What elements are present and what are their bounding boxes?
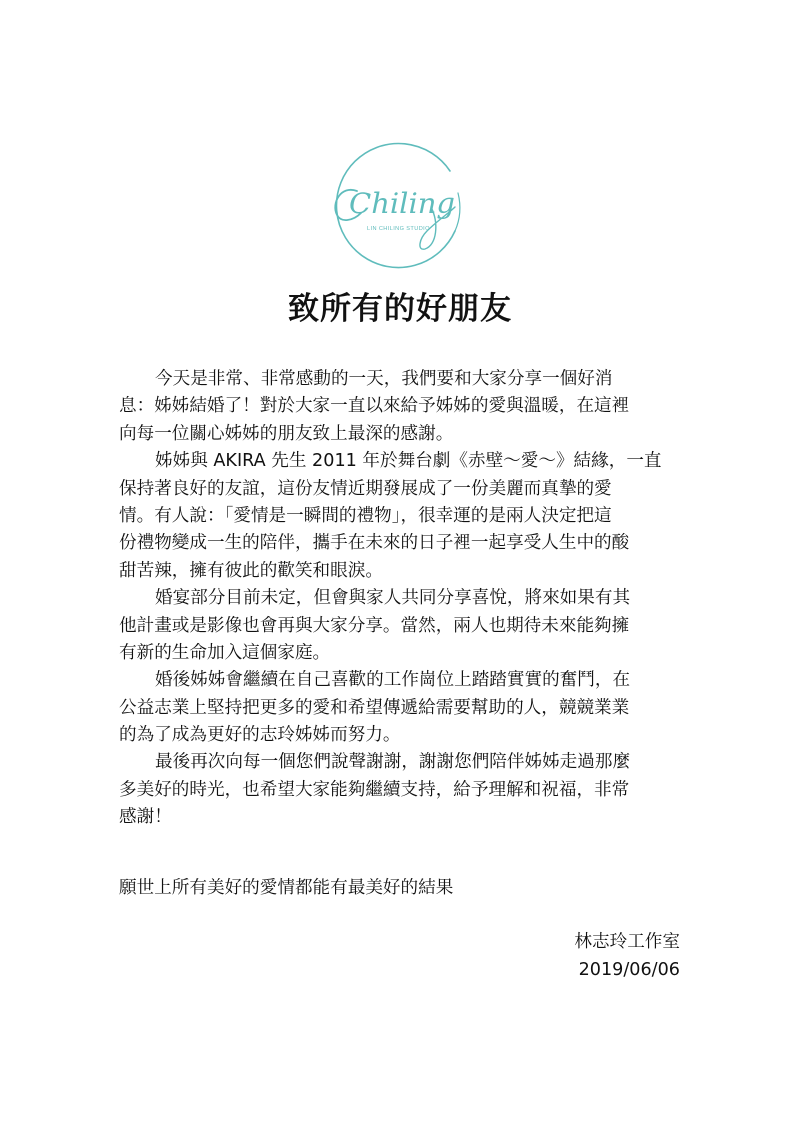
body-line: 他計畫或是影像也會再與大家分享。當然，兩人也期待未來能夠擁 [119, 615, 630, 636]
body-line: 多美好的時光，也希望大家能夠繼續支持，給予理解和祝福，非常 [119, 779, 630, 800]
body-line: 份禮物變成一生的陪伴，攜手在未來的日子裡一起享受人生中的酸 [119, 533, 630, 554]
body-line: 最後再次向每一個您們說聲謝謝，謝謝您們陪伴姊姊走過那麼 [155, 752, 631, 773]
body-line: 感謝！ [119, 807, 172, 828]
body-line: 公益志業上堅持把更多的愛和希望傳遞給需要幫助的人，競競業業 [119, 697, 630, 718]
logo-ring-tail [455, 193, 460, 231]
body-line: 情。有人說：「愛情是一瞬間的禮物」，很幸運的是兩人決定把這 [119, 505, 612, 526]
body-line: 向每一位關心姊姊的朋友致上最深的感謝。 [119, 423, 454, 444]
studio-logo [327, 127, 473, 273]
logo-script-text: Chiling [349, 187, 455, 220]
body-line: 姊姊與 AKIRA 先生 2011 年於舞台劇《赤壁～愛～》結緣，一直 [155, 451, 662, 472]
body-line: 婚宴部分目前未定，但會與家人共同分享喜悅，將來如果有其 [155, 588, 631, 609]
signature-name: 林志玲工作室 [574, 932, 680, 952]
signature-date: 2019/06/06 [578, 960, 680, 980]
body-line: 有新的生命加入這個家庭。 [119, 642, 331, 663]
body-line: 甜苦辣，擁有彼此的歡笑和眼淚。 [119, 560, 383, 581]
body-line: 今天是非常、非常感動的一天，我們要和大家分享一個好消 [155, 369, 613, 389]
body-line: 息：姊姊結婚了！對於大家一直以來給予姊姊的愛與溫暖，在這裡 [119, 396, 630, 417]
studio-logo-mark [327, 127, 473, 273]
letter-title: 致所有的好朋友 [288, 291, 512, 327]
body-line: 保持著良好的友誼，這份友情近期發展成了一份美麗而真摯的愛 [119, 478, 612, 499]
signature-block [574, 928, 680, 984]
letter-body [119, 366, 694, 832]
body-line: 的為了成為更好的志玲姊姊而努力。 [119, 725, 401, 746]
body-line: 婚後姊姊會繼續在自己喜歡的工作崗位上踏踏實實的奮鬥，在 [155, 670, 631, 691]
closing-wish: 願世上所有美好的愛情都能有最美好的結果 [119, 878, 454, 898]
logo-subtitle: LIN CHILING STUDIO [367, 226, 430, 232]
